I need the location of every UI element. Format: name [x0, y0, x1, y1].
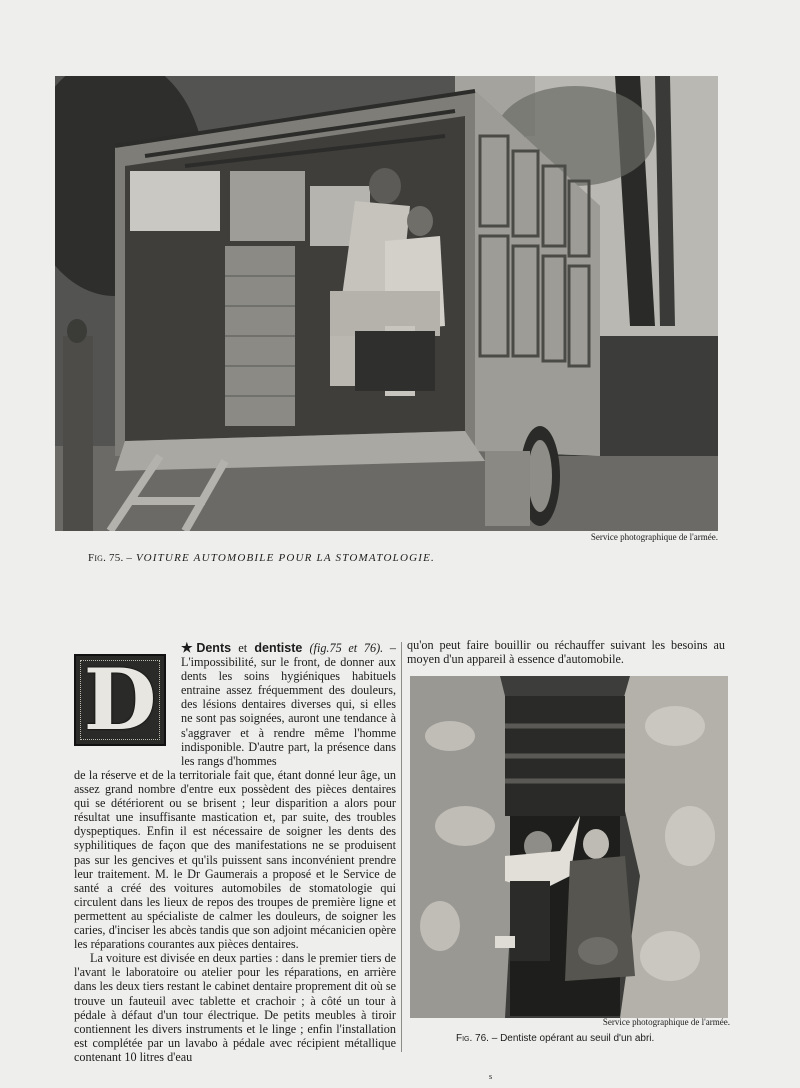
title-dents: Dents — [196, 641, 232, 655]
title-dentiste: dentiste — [254, 641, 303, 655]
star-icon: ★ — [181, 640, 197, 655]
paragraph-1-rest: de la réserve et de la territoriale fait que, étant donné leur âge, un assez grand nombre d'entre eux possèdent des pièces dentaires qui se détériorent ou se brisent ; leur disparition a alors pour résultat une insuffisante mastication et, par suite, des troubles dyspeptiques. Enfin il est nécessaire de soigner les dents des syphilitiques de façon que des manifestations ne se produisent pas sur les gencives et qu'ils puissent sans inconvénient prendre leur traitement. M. le Dr Gaumerais a proposé et le Service de santé a créé des voitures automobiles de stomatologie qui circulent dans les lieux de repos des troupes de première ligne et permettent au spécialiste de calmer les douleurs, de soigner les caries, d'inciser les abcès tandis que son adjoint mécanicien opère les réparations courantes aux pièces dentaires. — [74, 768, 396, 952]
caption-text: Dentiste opérant au seuil d'un abri. — [500, 1033, 655, 1044]
article-body-right — [407, 638, 725, 666]
dropcap-border-ornament — [80, 650, 160, 749]
article-body-left — [74, 768, 396, 1064]
column-divider — [401, 642, 402, 1052]
figure-caption — [456, 1033, 728, 1044]
title-and: et — [238, 641, 248, 655]
photo-dental-vehicle — [55, 76, 718, 531]
figure-label: Fig. 76. – — [456, 1033, 498, 1044]
ornamental-dropcap — [74, 650, 166, 749]
paragraph-1-start: – L'impossibilité, sur le front, de donner aux dents les soins hygiéniques habituels entraine assez fréquemment des douleurs, des lésions dentaires diverses qui, si elles ne sont pas soignées, auront une tendance à s'aggraver et à rendre même l'homme indisponible. D'autre part, la présence dans les rangs d'hommes — [181, 641, 396, 768]
photo-dentist-shelter — [410, 676, 728, 1018]
caption-text: VOITURE AUTOMOBILE POUR LA STOMATOLOGIE. — [136, 552, 435, 564]
photo-credit: Service photographique de l'armée. — [590, 532, 718, 542]
article-intro — [181, 641, 396, 768]
article-title — [181, 641, 310, 655]
figure-reference: (fig.75 et 76). — [309, 641, 384, 655]
paragraph-2: La voiture est divisée en deux parties : dans le premier tiers de l'avant le laboratoire ou atelier pour les réparations, en arrière dans les deux tiers restant le cabinet dentaire proprement dit où se trouve un fauteuil avec tablette et crachoir ; à côté un tour à pédale à défaut d'un tour électrique. De petits meubles à tiroir contiennent les divers instruments et le linge ; enfin l'installation est complétée par un lavabo à pédale avec récipient métallique contenant 10 litres d'eau — [74, 951, 396, 1064]
figure-caption — [88, 552, 708, 564]
dropcap-letter: D — [83, 650, 157, 749]
figure-label: Fig. 75. – — [88, 552, 133, 564]
page-mark: s — [489, 1072, 493, 1081]
paragraph-2-continued: qu'on peut faire bouillir ou réchauffer suivant les besoins au moyen d'un appareil à essence d'automobile. — [407, 638, 725, 667]
photo-credit: Service photographique de l'armée. — [602, 1017, 730, 1027]
